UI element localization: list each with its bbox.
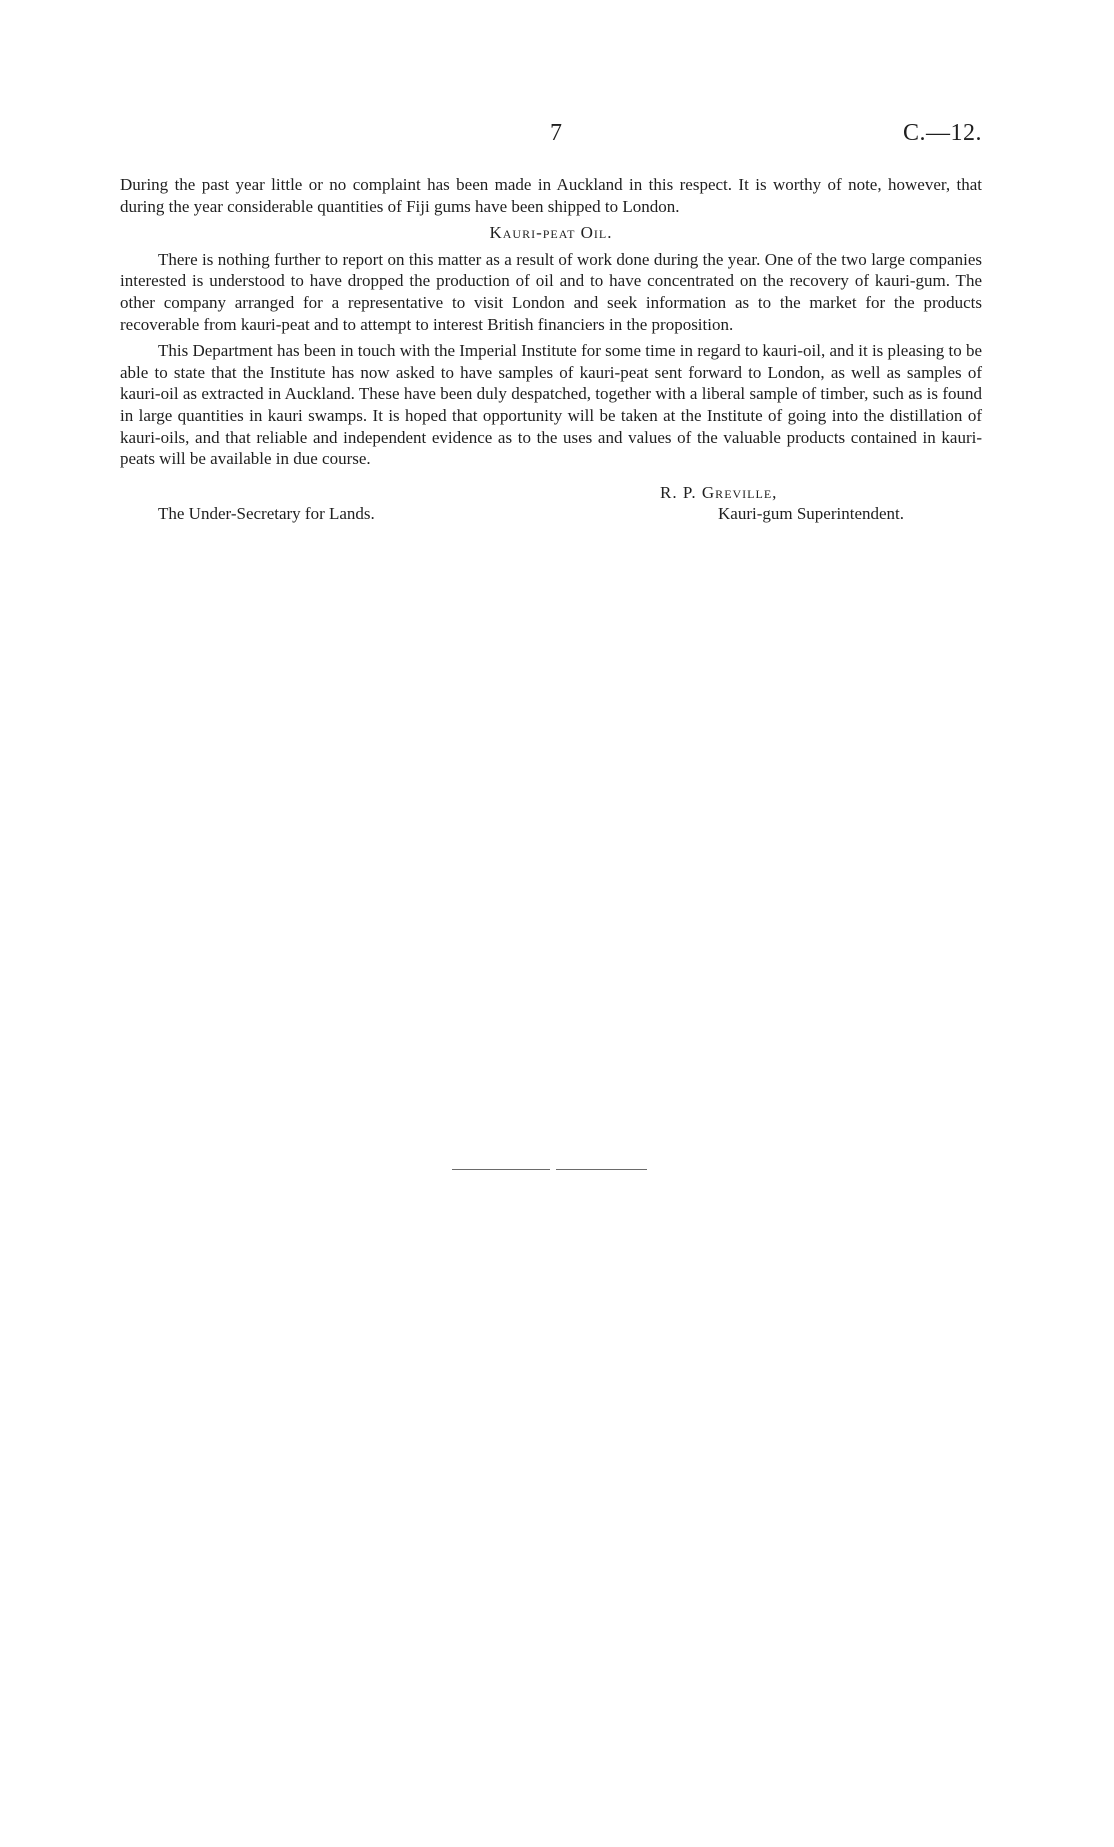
paragraph-imperial-institute: This Department has been in touch with the Imperial Institute for some time in regard to kauri-oil, and it is pleasing to be able to state that the Institute has now asked to have samples of kauri-peat sent forward to London, as well as samples of kauri-oil as extracted in Auckland. These have been duly despatched, together with a liberal sample of timber, such as is found in large quantities in kauri swamps. It is hoped that opportunity will be taken at the Institute of going into the distillation of kauri-oils, and that reliable and independent evidence as to the uses and values of the valuable products contained in kauri-peats will be available in due course. bbox=[120, 341, 982, 469]
document-reference: C.—12. bbox=[902, 120, 982, 146]
signer-title: Kauri-gum Superintendent. bbox=[718, 503, 905, 523]
addressee: The Under-Secretary for Lands. bbox=[158, 503, 375, 523]
document-body bbox=[120, 174, 982, 528]
paragraph-fiji-gums: During the past year little or no complaint has been made in Auckland in this respect. It is worthy of note, however, that during the year considerable quantities of Fiji gums have been shipped to London. bbox=[120, 175, 982, 216]
paragraph-kauri-peat-report: There is nothing further to report on this matter as a result of work done during the year. One of the two large companies interested is understood to have dropped the production of oil and to have concentrated on the recovery of kauri-gum. The other company arranged for a representative to visit London and seek information as to the market for the products recoverable from kauri-peat and to attempt to interest British financiers in the proposition. bbox=[120, 249, 982, 334]
section-heading-kauri-peat-oil: Kauri-peat Oil. bbox=[489, 223, 613, 243]
page-number: 7 bbox=[550, 120, 563, 146]
end-divider-gap bbox=[550, 1167, 556, 1171]
signer-name: R. P. Greville, bbox=[660, 482, 778, 502]
page-header bbox=[120, 120, 982, 156]
signature-block bbox=[120, 482, 982, 528]
